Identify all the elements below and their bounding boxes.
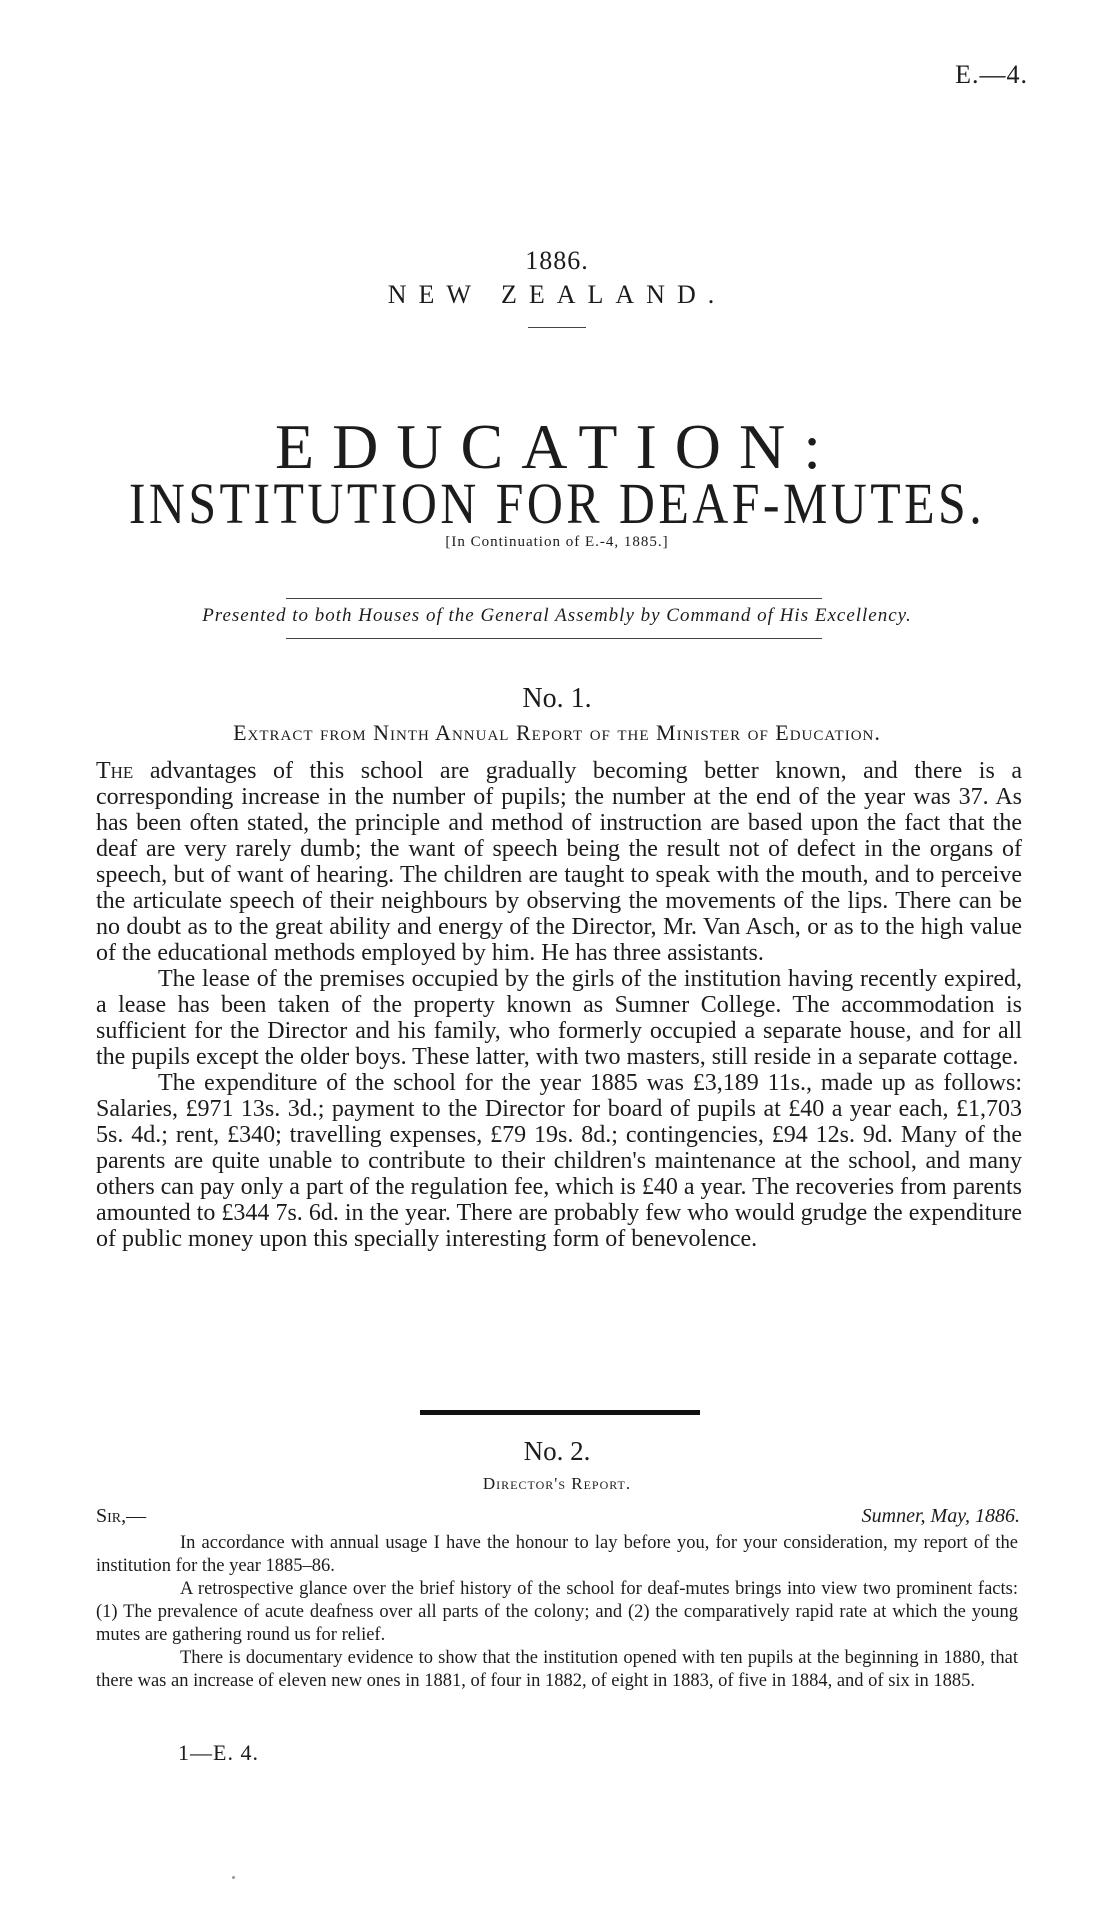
section-1-paragraph: The advantages of this school are gradually becoming better known, and there is a corresponding increase in the number of pupils; the number at the end of the year was 37. As has been often stated, the principle and method of instruction are based upon the fact that the deaf are very rarely dumb; the want of speech being the result not of defect in the organs of speech, but of want of hearing. The children are taught to speak with the mouth, and to perceive the articulate speech of their neighbours by observing the movements of the lips. There can be no doubt as to the great ability and energy of the Director, Mr. Van Asch, or as to the high value of the educational methods employed by him. He has three assistants. <box>96 758 1022 966</box>
section-1-number: No. 1. <box>522 683 592 714</box>
presented-bottom-rule <box>286 638 822 639</box>
publication-year: 1886. <box>525 246 589 275</box>
continuation-note: [In Continuation of E.-4, 1885.] <box>445 534 669 550</box>
section-2-paragraph: A retrospective glance over the brief history of the school for deaf-mutes brings into view two prominent facts: (1) The prevalence of acute deafness over all parts of the colony; and (2) the comparatively rapid rate at which the young mutes are gathering round us for relief. <box>96 1579 1018 1645</box>
section-1-paragraph: The expenditure of the school for the year 1885 was £3,189 11s., made up as follows: Salaries, £971 13s. 3d.; payment to the Director for board of pupils at £40 a year each, £1,703 5s. 4d.; rent, £340; travelling expenses, £79 19s. 8d.; contingencies, £94 12s. 9d. Many of the parents are quite unable to contribute to their children's maintenance at the school, and many others can pay only a part of the regulation fee, which is £40 a year. The recoveries from parents amounted to £344 7s. 6d. in the year. There are probably few who would grudge the expenditure of public money upon this specially interesting form of benevolence. <box>96 1070 1022 1252</box>
page-reference: E.—4. <box>955 60 1028 89</box>
section-1-heading: Extract from Ninth Annual Report of the Minister of Education. <box>233 720 881 745</box>
section-divider <box>420 1410 700 1415</box>
document-subtitle: INSTITUTION FOR DEAF-MUTES. <box>128 471 986 536</box>
section-2-heading: Director's Report. <box>482 1474 632 1493</box>
presented-line: Presented to both Houses of the General Assembly by Command of His Excellency. <box>202 605 912 626</box>
print-speck <box>232 1876 235 1879</box>
salutation: Sir,— <box>96 1505 147 1527</box>
section-2-paragraph: In accordance with annual usage I have the honour to lay before you, for your consideration, my report of the institution for the year 1885–86. <box>96 1533 1018 1576</box>
section-1-body <box>96 758 1022 1252</box>
section-2-paragraph: There is documentary evidence to show that the institution opened with ten pupils at the beginning in 1880, that there was an increase of eleven new ones in 1881, of four in 1882, of eight in 1883, of five in 1884, and of six in 1885. <box>96 1648 1018 1691</box>
section-2-body <box>96 1532 1018 1693</box>
dateline: Sumner, May, 1886. <box>861 1505 1020 1527</box>
section-1-paragraph: The lease of the premises occupied by the girls of the institution having recently expired, a lease has been taken of the property known as Sumner College. The accommodation is sufficient for the Director and his family, who formerly occupied a separate house, and for all the pupils except the older boys. These latter, with two masters, still reside in a separate cottage. <box>96 966 1022 1070</box>
page-signature: 1—E. 4. <box>178 1740 259 1765</box>
presented-top-rule <box>286 598 822 599</box>
country-heading: NEW ZEALAND. <box>387 280 727 309</box>
section-2-number: No. 2. <box>523 1436 591 1466</box>
short-divider <box>528 327 586 328</box>
lead-word: The <box>96 758 134 784</box>
document-title: EDUCATION: <box>275 411 839 482</box>
